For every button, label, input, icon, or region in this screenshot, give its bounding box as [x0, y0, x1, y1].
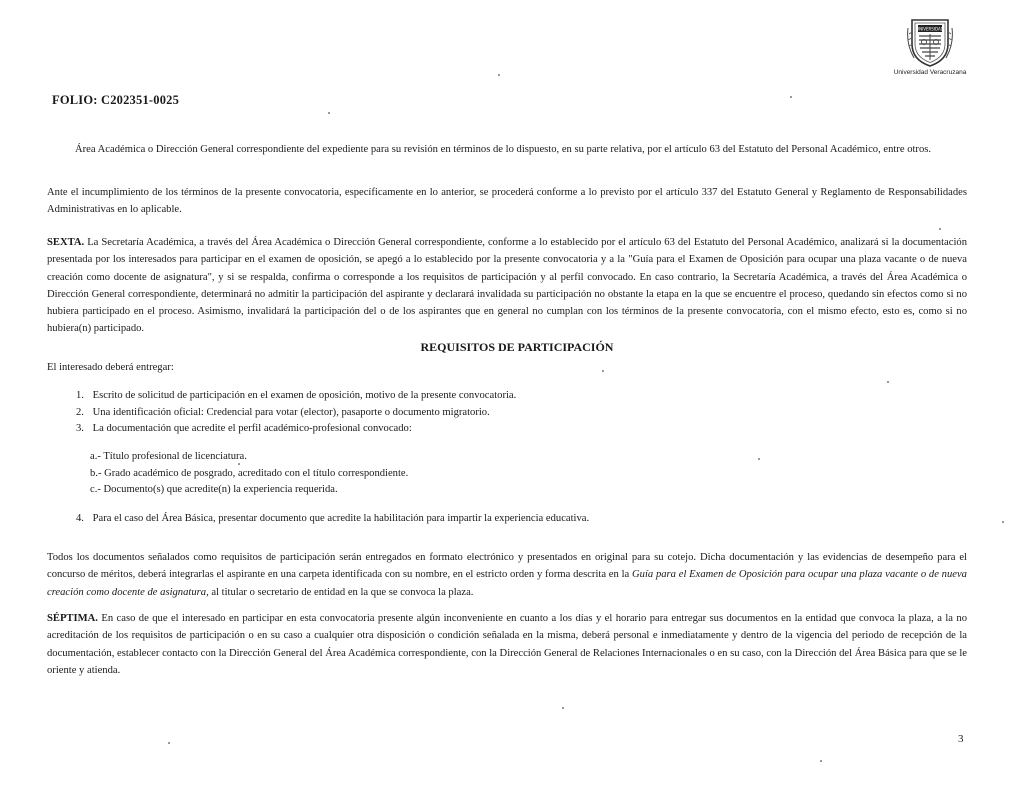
paragraph-documents — [47, 549, 967, 601]
list-item-text: Para el caso del Área Básica, presentar documento que acredite la habilitación para impartir la experiencia educativa. — [92, 513, 590, 524]
clause-label-sexta: SEXTA. — [47, 237, 85, 248]
requirements-list — [76, 388, 516, 438]
university-logo — [890, 14, 970, 76]
guide-title-italic: Guía para el Examen de Oposición para ocupar una plaza vacante o de nueva creación como docente de asignatura — [47, 569, 967, 598]
list-item-number: 3. — [76, 423, 84, 435]
list-item-number: 1. — [76, 390, 84, 401]
list-item — [76, 421, 516, 438]
paragraph-septima — [47, 610, 967, 679]
scan-speck — [758, 458, 760, 460]
crest-text: UNIVERSIDAD — [916, 26, 944, 32]
paragraph-noncompliance: Ante el incumplimiento de los términos de la presente convocatoria, específicamente en lo anterior, se procederá conforme a lo previsto por el artículo 337 del Estatuto General y Reglamento de Responsabilidades Administrativas en lo aplicable. — [47, 187, 967, 216]
scan-speck — [562, 707, 564, 709]
sublist-item: c.- Documento(s) que acredite(n) la experiencia requerida. — [90, 484, 338, 496]
sublist-item: a.- Título profesional de licenciatura. — [90, 451, 247, 462]
page-number: 3 — [958, 733, 964, 745]
section-heading-requirements: REQUISITOS DE PARTICIPACIÓN — [420, 340, 614, 354]
paragraph-sexta — [47, 234, 967, 338]
list-item — [76, 405, 516, 422]
list-item-text: Escrito de solicitud de participación en el examen de oposición, motivo de la presente convocatoria. — [92, 390, 517, 401]
clause-body-sexta: La Secretaría Académica, a través del Área Académica o Dirección General correspondiente, conforme a lo establecido por el artículo 63 del Estatuto del Personal Académico, analizará si la documentación presentada por los interesados para participar en el examen de oposición, se apegó a lo establecido por la presente convocatoria y a la "Guía para el Examen de Oposición para ocupar una plaza vacante o de nueva creación como docente de asignatura", y si se respalda, confirma o corresponde a los requisitos de participación y al perfil convocado. En caso contrario, la Secretaría Académica, a través del Área Académica o Dirección General correspondiente, determinará no admitir la participación del aspirante y declarará invalidada su participación no obstante la etapa en la que se encuentre el proceso, quedando sin efectos como si no hubiera participado en el proceso. Asimismo, invalidará la participación del o de los aspirantes que en general no cumplan con los términos de la presente convocatoria, con el mismo efecto, esto es, como si no hubiera(n) participado. — [47, 237, 967, 335]
scan-speck — [238, 463, 240, 465]
scan-speck — [328, 112, 330, 114]
paragraph-documents-text-b: , al titular o secretario de entidad en la que se convoca la plaza. — [206, 586, 474, 598]
list-item-number: 4. — [76, 513, 84, 524]
list-item-text: Una identificación oficial: Credencial para votar (elector), pasaporte o documento migratorio. — [92, 406, 490, 418]
requirements-sublist — [90, 449, 408, 499]
scan-speck — [498, 74, 500, 76]
clause-label-septima: SÉPTIMA. — [47, 613, 98, 624]
scan-speck — [939, 228, 941, 230]
university-crest-icon — [906, 14, 954, 68]
scan-speck — [602, 370, 604, 372]
requirements-intro: El interesado deberá entregar: — [47, 362, 174, 373]
paragraph-continuation: Área Académica o Dirección General correspondiente del expediente para su revisión en términos de lo dispuesto, en su parte relativa, por el artículo 63 del Estatuto del Personal Académico, entre otros. — [75, 144, 932, 155]
paragraph-documents-text-a: Todos los documentos señalados como requisitos de participación serán entregados en formato electrónico y presentados en original para su cotejo. Dicha documentación y las evidencias de desempeño para el concurso de méritos, deberá integrarlas el aspirante en una carpeta identificada con su nombre, en el estricto orden y forma descrita en la — [47, 552, 967, 581]
scan-speck — [820, 760, 822, 762]
scan-speck — [790, 96, 792, 98]
list-item-number: 2. — [76, 406, 84, 418]
scan-speck — [1002, 521, 1004, 523]
sublist-item: b.- Grado académico de posgrado, acreditado con el título correspondiente. — [90, 467, 409, 479]
list-item — [76, 388, 516, 405]
clause-body-septima: En caso de que el interesado en participar en esta convocatoria presente algún inconveniente en cuanto a los días y el horario para entregar sus documentos en la entidad que convoca la plaza, a la no acreditación de los requisitos de participación o en su caso a cualquier otra disposición o condición señalada en la misma, deberá personal e inmediatamente y dentro de la vigencia del periodo de recepción de la documentación, establecer contacto con la Dirección General del Área Académica correspondiente, con la Dirección General de Relaciones Internacionales o en su caso, con la Dirección del Área Básica para que se le oriente y atienda. — [47, 613, 967, 676]
folio-number: FOLIO: C202351-0025 — [52, 93, 180, 107]
logo-caption: Universidad Veracruzana — [893, 69, 967, 76]
list-item-text: La documentación que acredite el perfil académico-profesional convocado: — [92, 423, 412, 435]
scan-speck — [887, 381, 889, 383]
scan-speck — [168, 742, 170, 744]
list-item — [76, 513, 589, 524]
